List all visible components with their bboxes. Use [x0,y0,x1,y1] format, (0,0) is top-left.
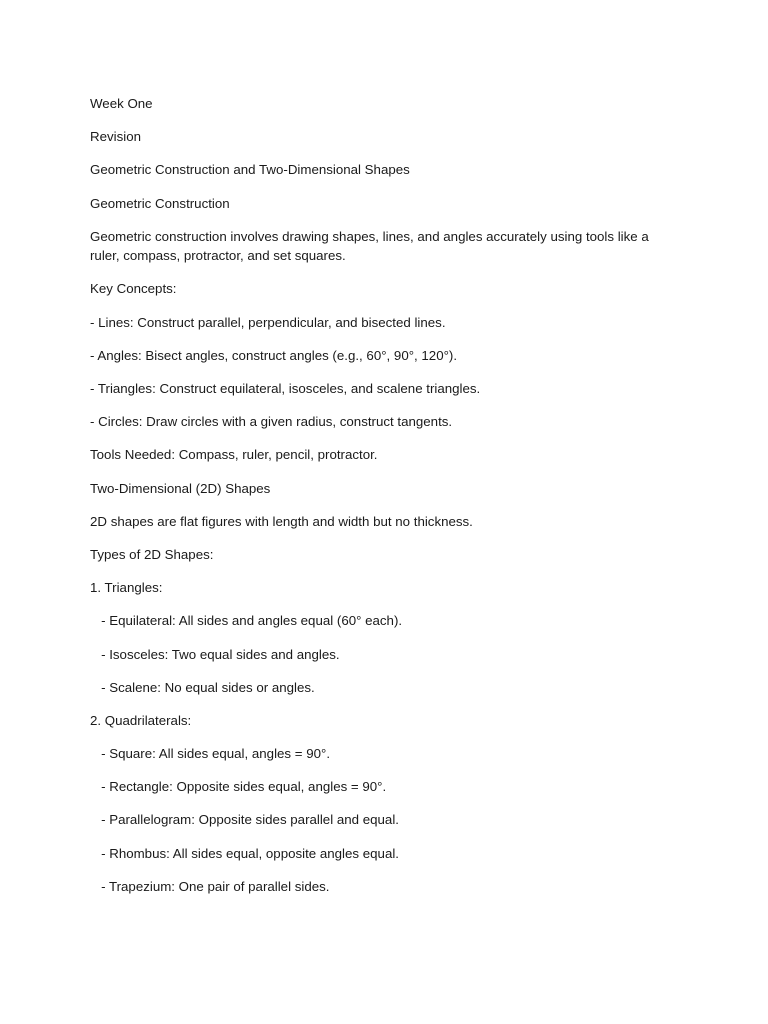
document-body [90,94,670,910]
concept-item-triangles: - Triangles: Construct equilateral, isosceles, and scalene triangles. [90,381,481,396]
sub-item-trapezium: - Trapezium: One pair of parallel sides. [90,878,330,894]
section-heading-2d-shapes: Two-Dimensional (2D) Shapes [90,480,271,496]
sub-item-scalene: - Scalene: No equal sides or angles. [90,679,315,695]
sub-item-isosceles: - Isosceles: Two equal sides and angles. [90,646,340,662]
topic-title: Geometric Construction and Two-Dimensional Shapes [90,162,410,178]
sub-item-rectangle: - Rectangle: Opposite sides equal, angles = 90°. [90,779,387,795]
concept-item-lines: - Lines: Construct parallel, perpendicular, and bisected lines. [90,314,446,330]
week-heading: Week One [90,96,153,111]
tools-needed: Tools Needed: Compass, ruler, pencil, protractor. [90,447,378,463]
revision-heading: Revision [90,129,141,145]
sub-item-equilateral: - Equilateral: All sides and angles equal (60° each). [90,613,403,629]
sub-item-parallelogram: - Parallelogram: Opposite sides parallel and equal. [90,812,399,828]
construction-description: Geometric construction involves drawing shapes, lines, and angles accurately using tools like a ruler, compass, protractor, and set squares. [90,228,653,264]
types-heading: Types of 2D Shapes: [90,546,214,562]
concept-item-angles: - Angles: Bisect angles, construct angles (e.g., 60°, 90°, 120°). [90,347,458,363]
list-item-triangles: 1. Triangles: [90,580,163,596]
concept-item-circles: - Circles: Draw circles with a given radius, construct tangents. [90,414,453,430]
key-concepts-heading: Key Concepts: [90,281,177,297]
list-item-quadrilaterals: 2. Quadrilaterals: [90,712,192,728]
section-heading-construction: Geometric Construction [90,195,230,211]
sub-item-rhombus: - Rhombus: All sides equal, opposite angles equal. [90,845,399,861]
sub-item-square: - Square: All sides equal, angles = 90°. [90,746,331,762]
2d-shapes-description: 2D shapes are flat figures with length and width but no thickness. [90,513,473,529]
